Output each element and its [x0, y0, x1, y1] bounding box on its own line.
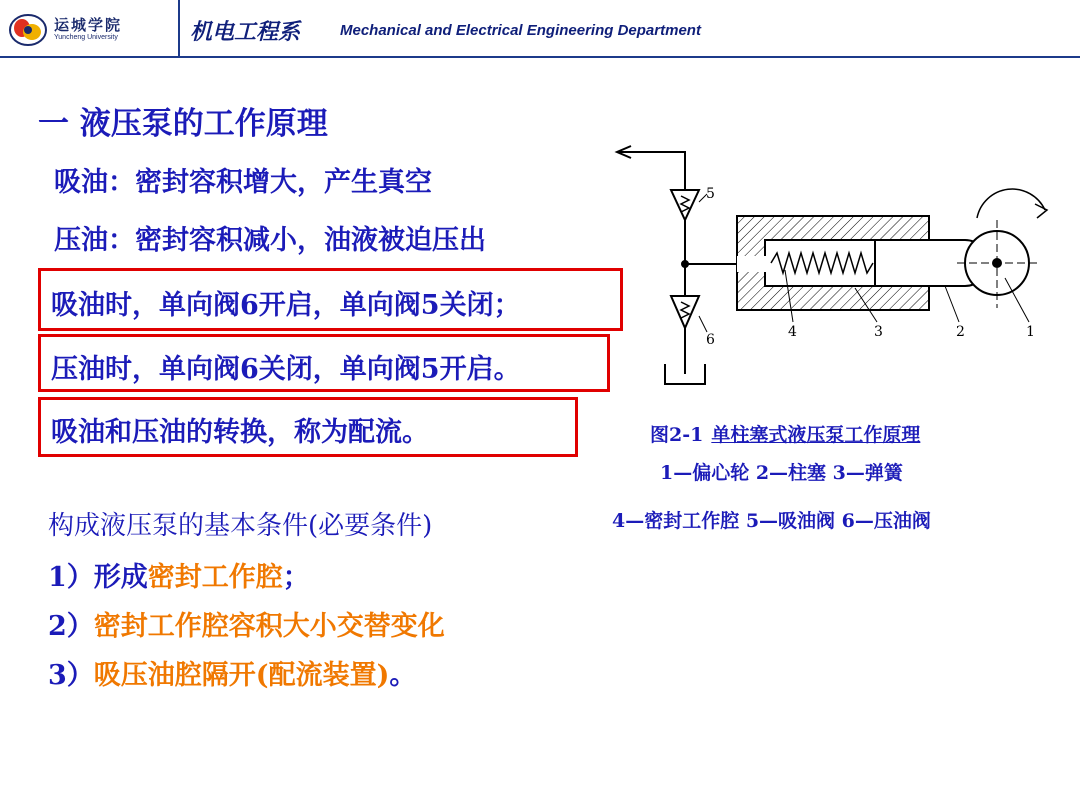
highlight-text-distribution: 吸油和压油的转换，称为配流。 [51, 417, 429, 448]
logo-text-cn: 运城学院 [54, 16, 123, 34]
university-logo [6, 10, 176, 50]
condition-suffix: 。 [389, 660, 417, 691]
condition-item-2 [48, 604, 445, 643]
department-name-cn: 机电工程系 [190, 20, 301, 45]
figure-title-link[interactable]: 单柱塞式液压泵工作原理 [711, 424, 921, 446]
condition-number: 1） [48, 562, 94, 593]
highlight-text-pressure: 压油时，单向阀6关闭，单向阀5开启。 [51, 354, 521, 385]
highlight-box-distribution [38, 397, 578, 457]
conditions-heading: 构成液压泵的基本条件(必要条件) [48, 511, 433, 541]
highlight-box-suction [38, 268, 623, 331]
label-valve-6: 6 [706, 332, 715, 348]
header-divider [178, 0, 180, 56]
condition-prefix: 形成 [93, 562, 148, 593]
header-rule [0, 56, 1080, 58]
university-emblem-icon [6, 10, 50, 50]
logo-text-en: Yuncheng University [54, 34, 118, 41]
condition-item-1 [48, 555, 310, 594]
label-valve-5: 5 [706, 186, 715, 202]
header-bar [0, 0, 1080, 58]
figure-caption [650, 420, 920, 447]
label-spring-3: 3 [874, 324, 883, 340]
highlight-box-pressure [38, 334, 610, 392]
suction-description: 吸油：密封容积增大，产生真空 [54, 167, 432, 198]
condition-item-3 [48, 653, 416, 692]
figure-legend-line-1: 1—偏心轮 2—柱塞 3—弹簧 [660, 462, 903, 484]
pressure-description: 压油：密封容积减小，油液被迫压出 [54, 225, 486, 256]
condition-number: 2） [48, 611, 94, 642]
department-name-en: Mechanical and Electrical Engineering Department [340, 22, 701, 39]
figure-number: 图2-1 [650, 424, 704, 446]
slide-title: 一 液压泵的工作原理 [38, 106, 328, 142]
label-eccentric-1: 1 [1026, 324, 1035, 340]
label-plunger-2: 2 [956, 324, 965, 340]
condition-highlight: 密封工作腔容积大小交替变化 [93, 611, 445, 642]
pump-schematic-diagram [605, 138, 1075, 400]
condition-suffix: ； [282, 562, 310, 593]
highlight-text-suction: 吸油时，单向阀6开启，单向阀5关闭； [51, 290, 521, 321]
figure-legend-line-2: 4—密封工作腔 5—吸油阀 6—压油阀 [612, 510, 931, 532]
condition-highlight: 密封工作腔 [147, 562, 283, 593]
condition-number: 3） [48, 660, 94, 691]
condition-highlight: 吸压油腔隔开(配流装置) [93, 660, 390, 691]
label-chamber-4: 4 [788, 324, 797, 340]
